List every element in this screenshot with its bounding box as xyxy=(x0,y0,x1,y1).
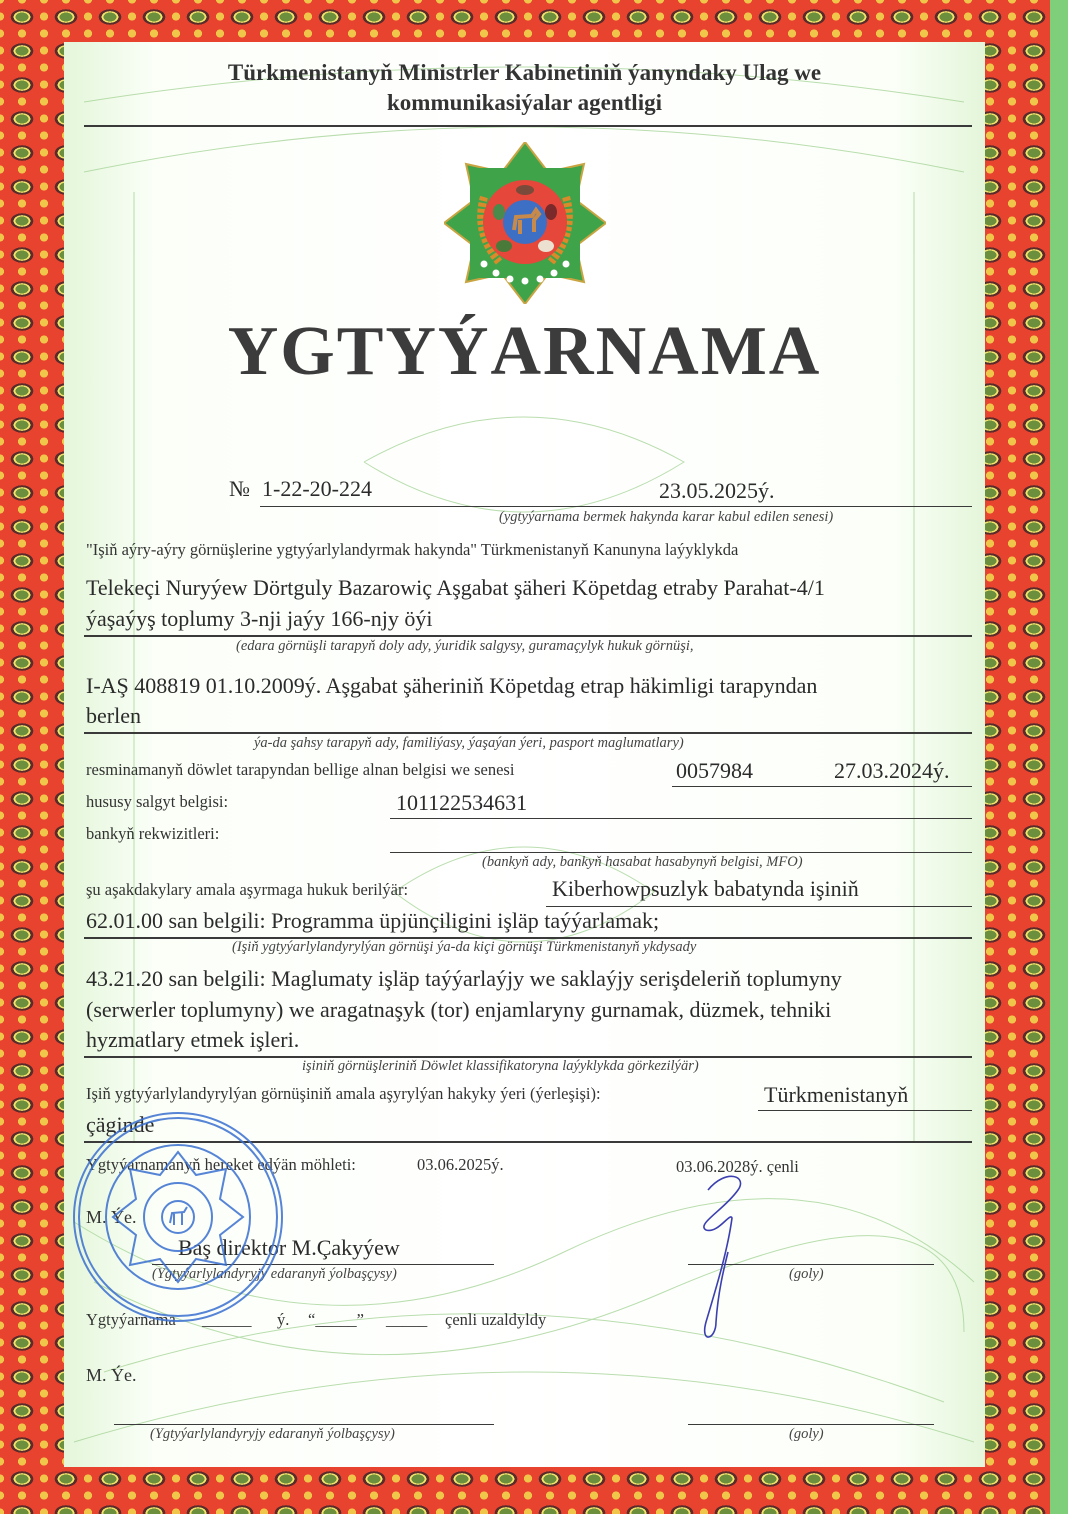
registration-label: resminamanyň döwlet tarapyndan bellige alnan belgisi we senesi xyxy=(86,760,515,779)
holder-name-line2: ýaşaýyş toplumy 3-nji jaýy 166-njy öýi xyxy=(86,606,433,631)
extension-signer-caption: (Ygtyýarlylandyryjy edaranyň ýolbaşçysy) xyxy=(150,1426,395,1442)
registration-rule xyxy=(672,786,972,787)
activity-line3: 43.21.20 san belgili: Maglumaty işläp taýýarlaýjy we saklaýjy serişdeleriň toplumyny xyxy=(86,966,842,991)
certificate-sheet xyxy=(64,42,985,1467)
registration-date: 27.03.2024ý. xyxy=(834,758,950,783)
passport-line1: I-AŞ 408819 01.10.2009ý. Aşgabat şäheriniň Köpetdag etrap häkimligi tarapyndan xyxy=(86,673,818,698)
location-rule1 xyxy=(758,1110,972,1111)
location-value-line2: çäginde xyxy=(86,1112,155,1137)
holder-rule1 xyxy=(84,635,972,637)
license-number-prefix: № xyxy=(229,476,250,501)
bank-caption: (bankyň ady, bankyň hasabat hasabynyň belgisi, MFO) xyxy=(482,854,803,870)
activity-line2: 62.01.00 san belgili: Programma üpjünçiligini işläp taýýarlamak; xyxy=(86,908,660,933)
extension-blank-3[interactable]: _____ xyxy=(386,1310,428,1329)
location-value-line1: Türkmenistanyň xyxy=(764,1082,909,1107)
seal-label-2: M. Ýe. xyxy=(86,1365,137,1385)
activity-caption2: işiniň görnüşleriniň Döwlet klassifikatoryna laýyklykda görkezilýär) xyxy=(302,1058,699,1074)
official-stamp-icon xyxy=(68,1107,288,1327)
extension-blank-1[interactable]: ______ xyxy=(202,1310,252,1329)
activity-caption1: (Işiň ygtyýarlylandyrylýan görnüşi ýa-da kiçi görnüşi Türkmenistanyň ykdysady xyxy=(232,939,697,955)
document-title: YGTYÝARNAMA xyxy=(227,313,822,390)
decision-date: 23.05.2025ý. xyxy=(659,478,775,503)
tax-id-rule xyxy=(390,818,972,819)
registration-number: 0057984 xyxy=(676,758,753,783)
bank-rule xyxy=(390,852,972,853)
seal-label-1: M. Ýe. xyxy=(86,1207,137,1227)
holder-caption2: ýa-da şahsy tarapyň ady, familiýasy, ýaşaýan ýeri, pasport maglumatlary) xyxy=(254,735,684,751)
activity-label: şu aşakdakylary amala aşyrmaga hukuk berilýär: xyxy=(86,880,409,899)
extension-signature-caption: (goly) xyxy=(789,1426,824,1442)
agency-name-line2: kommunikasiýalar agentligi xyxy=(387,90,662,115)
passport-line2: berlen xyxy=(86,703,141,728)
holder-caption1: (edara görnüşli tarapyň doly ady, ýuridik salgysy, guramaçylyk hukuk görnüşi, xyxy=(236,638,694,654)
extension-blank-2[interactable]: “_____” xyxy=(308,1310,364,1329)
agency-name-line1: Türkmenistanyň Ministrler Kabinetiniň ýanyndaky Ulag we xyxy=(227,60,822,85)
extension-prefix: Ygtyýarnama xyxy=(86,1310,176,1329)
activity-line4: (serwerler toplumyny) we aragatnaşyk (tor) enjamlaryny gurnamak, düzmek, tehniki xyxy=(86,997,832,1022)
signer-caption: (Ygtyýarlylandyryjy edaranyň ýolbaşçysy) xyxy=(152,1266,397,1282)
tax-id-value: 101122534631 xyxy=(396,790,528,815)
extension-suffix: çenli uzaldyldy xyxy=(445,1310,547,1329)
law-reference: "Işiň aýry-aýry görnüşlerine ygtyýarlylandyrmak hakynda" Türkmenistanyň Kanunyna laýyklykda xyxy=(86,540,739,559)
activity-line5: hyzmatlary etmek işleri. xyxy=(86,1027,300,1052)
holder-name-line1: Telekeçi Nuryýew Dörtguly Bazarowiç Aşgabat şäheri Köpetdag etraby Parahat-4/1 xyxy=(86,575,825,600)
validity-from: 03.06.2025ý. xyxy=(417,1155,504,1174)
validity-to: 03.06.2028ý. çenli xyxy=(676,1157,799,1176)
handwritten-signature xyxy=(686,1172,766,1352)
signature-caption-1: (goly) xyxy=(789,1266,824,1282)
holder-rule2 xyxy=(84,732,972,734)
decision-date-caption: (ygtyýarnama bermek hakynda karar kabul edilen senesi) xyxy=(499,509,834,525)
extension-signature-rule xyxy=(688,1424,934,1425)
license-number: 1-22-20-224 xyxy=(262,476,372,501)
header-rule xyxy=(84,125,972,127)
activity-line1: Kiberhowpsuzlyk babatynda işiniň xyxy=(552,876,859,901)
validity-label: Ygtyýarnamanyň hereket edýän möhleti: xyxy=(86,1155,356,1174)
location-label: Işiň ygtyýarlylandyrylýan görnüşiniň amala aşyrylýan hakyky ýeri (ýerleşişi): xyxy=(86,1084,601,1103)
extension-year-mark: ý. xyxy=(277,1310,290,1329)
bank-label: bankyň rekwizitleri: xyxy=(86,824,220,843)
state-emblem-icon xyxy=(444,142,606,304)
tax-id-label: hususy salgyt belgisi: xyxy=(86,792,229,811)
signer-name: Baş direktor M.Çakyýew xyxy=(178,1235,400,1260)
license-number-rule xyxy=(260,506,972,507)
extension-signer-rule xyxy=(114,1424,494,1425)
activity-rule1 xyxy=(546,906,972,907)
